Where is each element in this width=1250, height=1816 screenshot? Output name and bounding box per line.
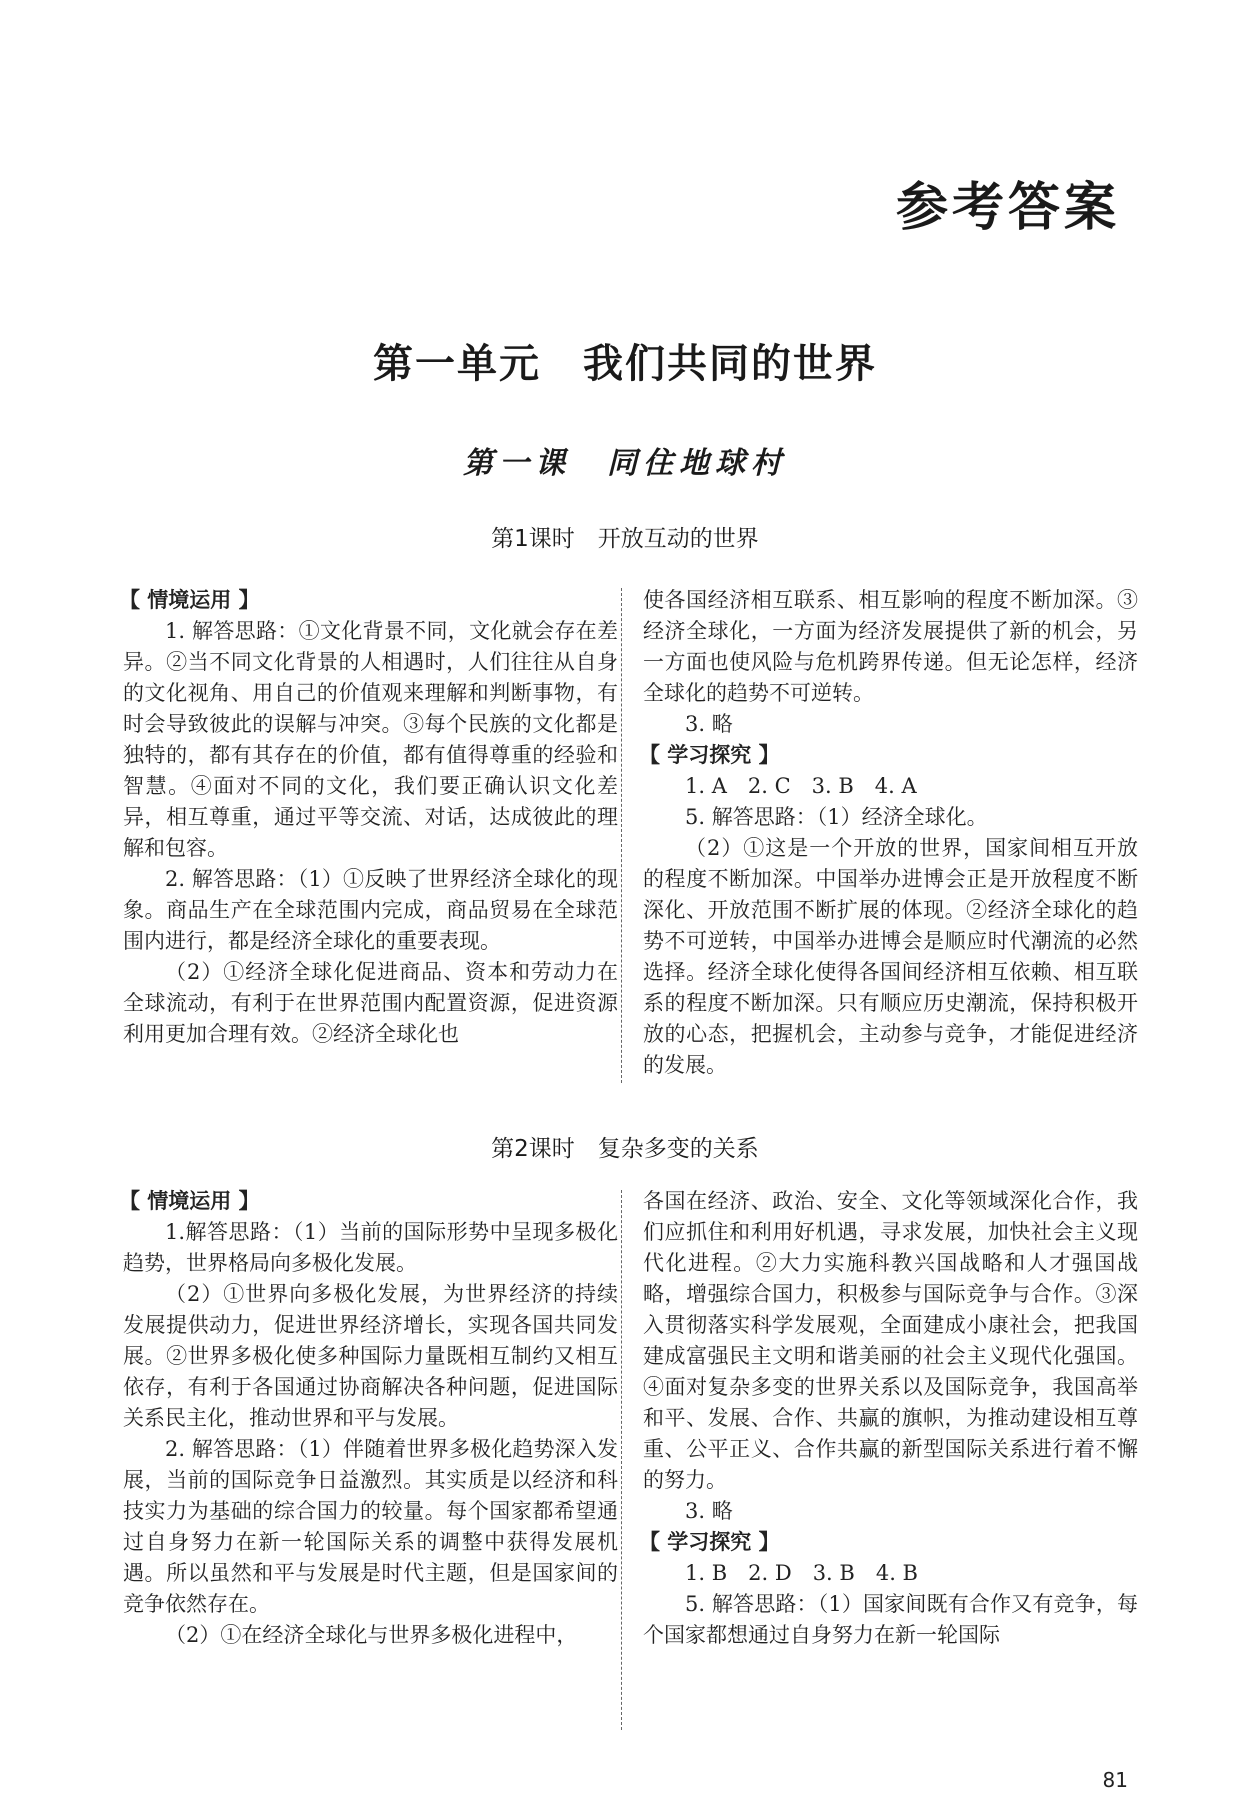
answer-paragraph: 2. 解答思路：（1）伴随着世界多极化趋势深入发展，当前的国际竞争日益激烈。其实质是以经济和科技实力为基础的综合国力的较量。每个国家都希望通过自身努力在新一轮国际关系的调整中获得发展机遇。所以虽然和平与发展是时代主题，但是国家间的竞争依然存在。 [123,1437,618,1616]
answer-paragraph: （2）①在经济全球化与世界多极化进程中， [165,1623,578,1647]
page-title: 参考答案 [895,177,1120,238]
page-number: 81 [1102,1768,1128,1792]
section2-left-column [119,1186,618,1651]
unit-title: 第一单元 我们共同的世界 [373,340,877,387]
answer-paragraph-continued: 各国在经济、政治、安全、文化等领域深化合作，我们应抓住和利用好机遇，寻求发展，加快社会主义现代化进程。②大力实施科教兴国战略和人才强国战略，增强综合国力，积极参与国际竞争与合作。③深入贯彻落实科学发展观，全面建成小康社会，把我国建成富强民主文明和谐美丽的社会主义现代化强国。④面对复杂多变的世界关系以及国际竞争，我国高举和平、发展、合作、共赢的旗帜，为推动建设相互尊重、公平正义、合作共赢的新型国际关系进行着不懈的努力。 [643,1189,1138,1492]
answer-paragraph: 5. 解答思路：（1）经济全球化。 [685,805,988,829]
answer-paragraph: （2）①世界向多极化发展，为世界经济的持续发展提供动力，促进世界经济增长，实现各国共同发展。②世界多极化使多种国际力量既相互制约又相互依存，有利于各国通过协商解决各种问题，促进国际关系民主化，推动世界和平与发展。 [123,1282,618,1430]
answer-paragraph: 1. B 2. D 3. B 4. B [685,1561,918,1585]
answer-paragraph: 1. A 2. C 3. B 4. A [685,774,917,798]
answer-paragraph: 5. 解答思路：（1）国家间既有合作又有竞争，每个国家都想通过自身努力在新一轮国际 [643,1592,1138,1647]
answer-paragraph: （2）①这是一个开放的世界，国家间相互开放的程度不断加深。中国举办进博会正是开放程度不断深化、开放范围不断扩展的体现。②经济全球化的趋势不可逆转，中国举办进博会是顺应时代潮流的必然选择。经济全球化使得各国间经济相互依赖、相互联系的程度不断加深。只有顺应历史潮流，保持积极开放的心态，把握机会，主动参与竞争，才能促进经济的发展。 [643,836,1138,1077]
section-heading: 【 学习探究 】 [639,1530,780,1554]
column-divider [621,1190,622,1730]
answer-paragraph: 2. 解答思路：（1）①反映了世界经济全球化的现象。商品生产在全球范围内完成，商品贸易在全球范围内进行，都是经济全球化的重要表现。 [123,867,618,953]
answer-paragraph-continued: 使各国经济相互联系、相互影响的程度不断加深。③经济全球化，一方面为经济发展提供了新的机会，另一方面也使风险与危机跨界传递。但无论怎样，经济全球化的趋势不可逆转。 [643,588,1138,705]
section1-right-column [639,585,1138,1081]
answer-paragraph: （2）①经济全球化促进商品、资本和劳动力在全球流动，有利于在世界范围内配置资源，促进资源利用更加合理有效。②经济全球化也 [123,960,618,1046]
section1-title: 第1课时 开放互动的世界 [491,526,759,552]
section1-left-column [119,585,618,1050]
section-heading: 【 情境运用 】 [119,1189,260,1213]
section-heading: 【 学习探究 】 [639,743,780,767]
answer-paragraph: 1.解答思路：（1）当前的国际形势中呈现多极化趋势，世界格局向多极化发展。 [123,1220,618,1275]
section2-title: 第2课时 复杂多变的关系 [491,1136,759,1162]
lesson-title: 第一课 同住地球村 [463,446,787,481]
section-heading: 【 情境运用 】 [119,588,260,612]
answer-paragraph: 3. 略 [685,1499,733,1523]
answer-paragraph: 3. 略 [685,712,733,736]
answer-paragraph: 1. 解答思路：①文化背景不同，文化就会存在差异。②当不同文化背景的人相遇时，人们往往从自身的文化视角、用自己的价值观来理解和判断事物，有时会导致彼此的误解与冲突。③每个民族的文化都是独特的，都有其存在的价值，都有值得尊重的经验和智慧。④面对不同的文化，我们要正确认识文化差异，相互尊重，通过平等交流、对话，达成彼此的理解和包容。 [123,619,618,860]
section2-right-column [639,1186,1138,1651]
column-divider [621,588,622,1083]
